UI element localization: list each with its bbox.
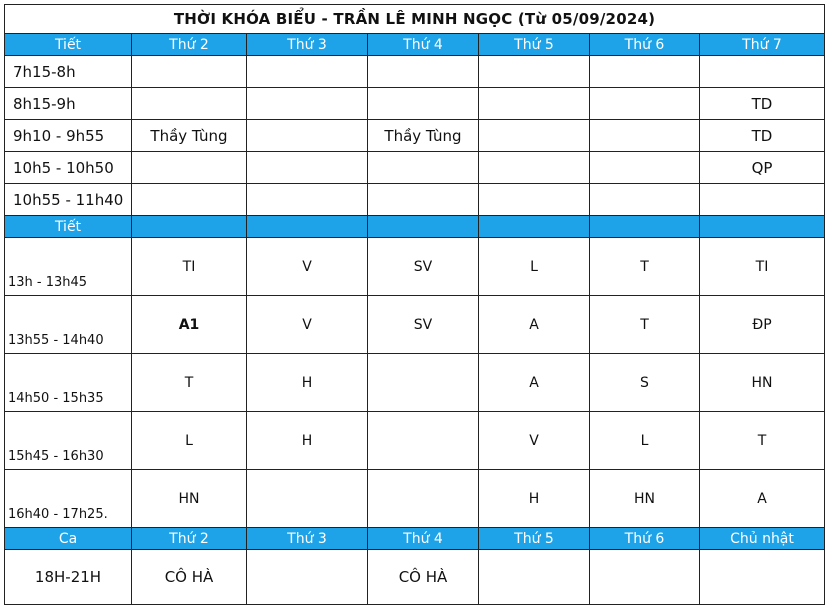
period-time: 10h5 - 10h50 [5, 152, 132, 184]
table-cell: HN [590, 470, 700, 528]
header-sun: Chủ nhật [700, 528, 825, 550]
header-tue: Thứ 3 [247, 34, 368, 56]
table-row [5, 88, 825, 120]
table-cell: CÔ HÀ [132, 550, 247, 605]
table-cell [247, 152, 368, 184]
table-cell [247, 88, 368, 120]
table-row [5, 120, 825, 152]
evening-header-row [5, 528, 825, 550]
period-time: 8h15-9h [5, 88, 132, 120]
table-cell [700, 184, 825, 216]
table-cell: TI [700, 238, 825, 296]
table-cell [479, 120, 590, 152]
table-cell [700, 56, 825, 88]
table-cell [247, 550, 368, 605]
period-time: 16h40 - 17h25. [5, 470, 132, 528]
header-wed: Thứ 4 [368, 34, 479, 56]
table-row [5, 470, 825, 528]
period-time: 13h - 13h45 [5, 238, 132, 296]
header-mon: Thứ 2 [132, 528, 247, 550]
table-cell: H [479, 470, 590, 528]
timetable-title: THỜI KHÓA BIỂU - TRẦN LÊ MINH NGỌC (Từ 05/09/2024) [5, 5, 825, 34]
table-cell [590, 550, 700, 605]
table-cell [590, 88, 700, 120]
table-row [5, 184, 825, 216]
table-cell: TD [700, 120, 825, 152]
table-cell: V [479, 412, 590, 470]
table-cell [590, 120, 700, 152]
period-time: 13h55 - 14h40 [5, 296, 132, 354]
table-row [5, 296, 825, 354]
table-cell: L [479, 238, 590, 296]
period-time: 7h15-8h [5, 56, 132, 88]
morning-header-row [5, 34, 825, 56]
table-cell: TI [132, 238, 247, 296]
header-thu: Thứ 5 [479, 34, 590, 56]
table-cell: HN [132, 470, 247, 528]
header-period: Tiết [5, 34, 132, 56]
table-cell [132, 88, 247, 120]
table-cell [247, 120, 368, 152]
table-cell: TD [700, 88, 825, 120]
shift-time: 18H-21H [5, 550, 132, 605]
table-row [5, 412, 825, 470]
table-cell: Thầy Tùng [368, 120, 479, 152]
table-cell: T [590, 296, 700, 354]
afternoon-header-row [5, 216, 825, 238]
period-time: 10h55 - 11h40 [5, 184, 132, 216]
table-cell [590, 56, 700, 88]
table-cell [132, 184, 247, 216]
table-cell: ĐP [700, 296, 825, 354]
header-tue: Thứ 3 [247, 528, 368, 550]
table-cell: QP [700, 152, 825, 184]
header-period: Tiết [5, 216, 132, 238]
timetable-sheet [4, 4, 824, 605]
header-sat: Thứ 7 [700, 34, 825, 56]
table-cell [479, 152, 590, 184]
table-cell [132, 56, 247, 88]
table-cell [247, 184, 368, 216]
table-cell [590, 152, 700, 184]
table-cell: A [479, 296, 590, 354]
table-cell [368, 184, 479, 216]
table-cell [368, 354, 479, 412]
table-cell: L [132, 412, 247, 470]
header-thu: Thứ 5 [479, 528, 590, 550]
table-cell [479, 184, 590, 216]
table-cell: Thầy Tùng [132, 120, 247, 152]
table-cell: SV [368, 238, 479, 296]
table-cell [479, 56, 590, 88]
header-shift: Ca [5, 528, 132, 550]
table-row [5, 152, 825, 184]
table-cell [247, 56, 368, 88]
table-cell: A1 [132, 296, 247, 354]
table-cell [368, 88, 479, 120]
table-cell: CÔ HÀ [368, 550, 479, 605]
table-cell: V [247, 238, 368, 296]
header-fri: Thứ 6 [590, 34, 700, 56]
table-row [5, 354, 825, 412]
table-row [5, 550, 825, 605]
table-cell [368, 56, 479, 88]
header-mon: Thứ 2 [132, 34, 247, 56]
table-cell: A [479, 354, 590, 412]
table-cell [479, 550, 590, 605]
table-cell [368, 412, 479, 470]
header-wed: Thứ 4 [368, 528, 479, 550]
timetable [4, 4, 825, 605]
table-cell [368, 152, 479, 184]
table-cell: H [247, 412, 368, 470]
table-cell: HN [700, 354, 825, 412]
table-cell: T [700, 412, 825, 470]
table-cell: T [590, 238, 700, 296]
period-time: 15h45 - 16h30 [5, 412, 132, 470]
table-cell: A [700, 470, 825, 528]
table-row [5, 56, 825, 88]
table-cell: V [247, 296, 368, 354]
header-fri: Thứ 6 [590, 528, 700, 550]
period-time: 9h10 - 9h55 [5, 120, 132, 152]
table-cell [368, 470, 479, 528]
table-row [5, 238, 825, 296]
table-cell: H [247, 354, 368, 412]
table-cell: S [590, 354, 700, 412]
table-cell [132, 152, 247, 184]
table-cell [479, 88, 590, 120]
table-cell: L [590, 412, 700, 470]
table-cell [590, 184, 700, 216]
table-cell [700, 550, 825, 605]
period-time: 14h50 - 15h35 [5, 354, 132, 412]
table-cell: SV [368, 296, 479, 354]
table-cell: T [132, 354, 247, 412]
table-cell [247, 470, 368, 528]
